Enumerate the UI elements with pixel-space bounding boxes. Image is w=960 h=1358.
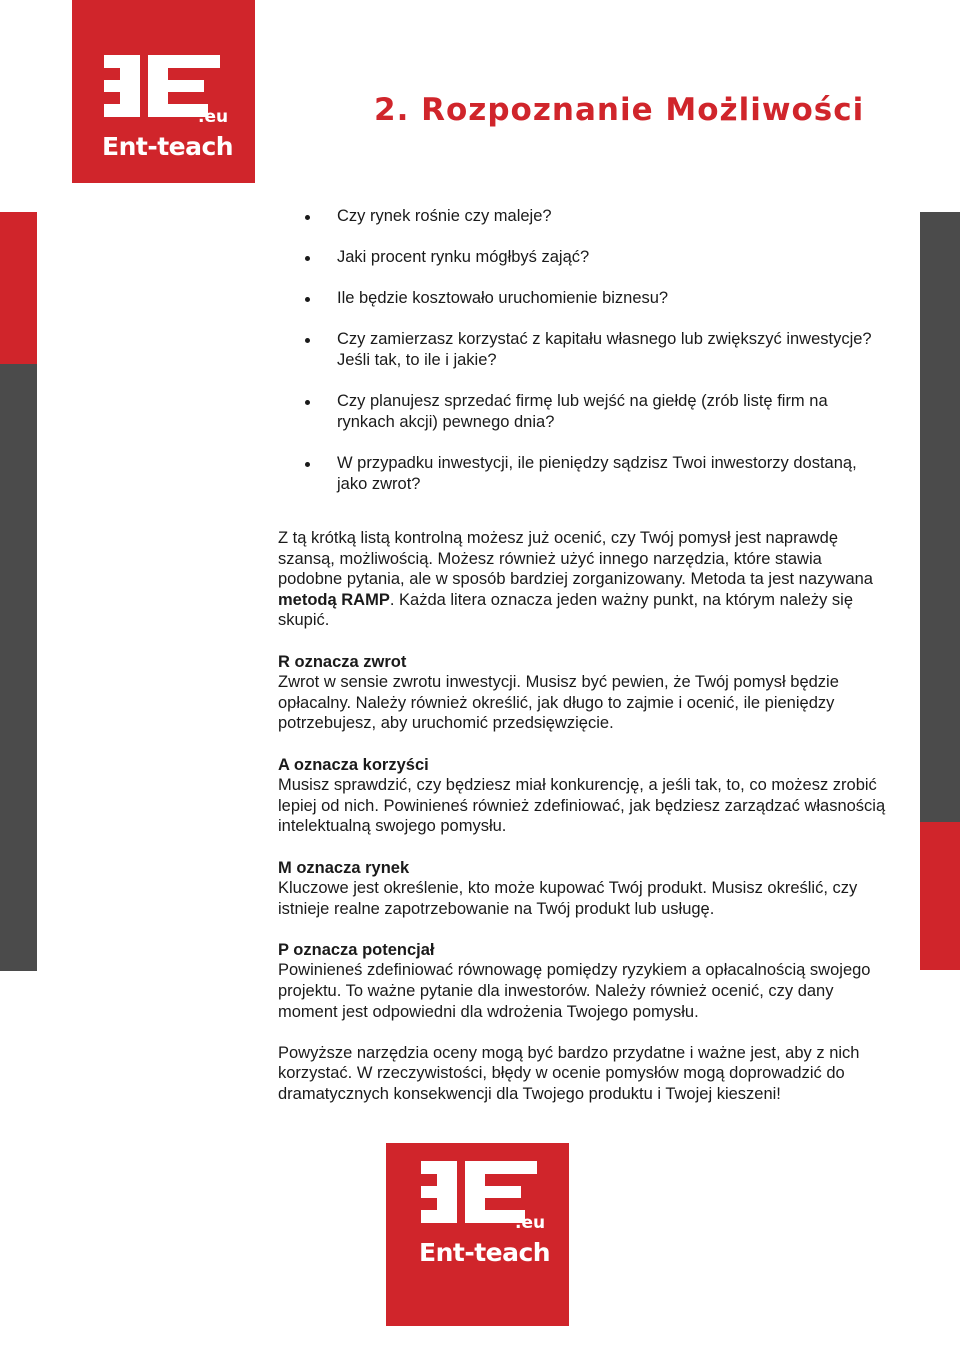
bullet-icon [305,215,310,220]
section-p [278,940,888,1022]
section-heading: P oznacza potencjał [278,940,435,959]
section-heading: R oznacza zwrot [278,652,407,671]
brand-logo [72,0,255,183]
section-m [278,858,888,920]
bullet-icon [305,256,310,261]
page-title: 2. Rozpoznanie Możliwości [374,92,865,128]
section-r [278,652,888,734]
bullet-icon [305,462,310,467]
left-accent-bar-red [0,212,37,364]
right-accent-bar-red [920,822,960,970]
bullet-icon [305,400,310,405]
list-item: Czy planujesz sprzedać firmę lub wejść na giełdę (zrób listę firm na rynkach akcji) pewnego dnia? [300,391,880,433]
logo-name: Ent-teach [419,1238,551,1267]
logo-3e-mark-icon [386,1143,569,1326]
section-a [278,755,888,837]
logo-suffix: .eu [198,107,229,127]
list-item: Czy zamierzasz korzystać z kapitału własnego lub zwiększyć inwestycje? Jeśli tak, to ile i jakie? [300,329,880,371]
ramp-method-term: metodą RAMP [278,590,390,609]
section-text: Zwrot w sensie zwrotu inwestycji. Musisz być pewien, że Twój pomysł będzie opłacalny. Należy również określić, jak długo to zajmie i ocenić, ile pieniędzy potrzebujesz, aby uruchomić przedsięwzięcie. [278,673,839,733]
logo-name: Ent-teach [102,132,234,161]
intro-paragraph: Z tą krótką listą kontrolną możesz już ocenić, czy Twój pomysł jest naprawdę szansą, możliwością. Możesz również użyć innego narzędzia, które stawia podobne pytania, ale w sposób bardziej zorganizowany. Metoda ta jest nazywana metodą RAMP. Każda litera oznacza jeden ważny punkt, na którym należy się skupić. [278,529,873,630]
list-item: Czy rynek rośnie czy maleje? [300,206,880,227]
bullet-icon [305,297,310,302]
body-text [278,528,888,1125]
left-accent-bar-grey [0,364,37,971]
closing-paragraph: Powyższe narzędzia oceny mogą być bardzo przydatne i ważne jest, aby z nich korzystać. W rzeczywistości, błędy w ocenie pomysłów mogą doprowadzić do dramatycznych konsekwencji dla Twojego produktu i Twojej kieszeni! [278,1043,860,1104]
right-accent-bar-grey [920,212,960,822]
section-text: Musisz sprawdzić, czy będziesz miał konkurencję, a jeśli tak, to, co możesz zrobić lepiej od nich. Powinieneś również zdefiniować, jak będziesz zarządzać własnością intelektualną swojego pomysłu. [278,776,886,836]
brand-logo-bottom [386,1143,569,1326]
question-list [300,206,880,515]
list-item: W przypadku inwestycji, ile pieniędzy sądzisz Twoi inwestorzy dostaną, jako zwrot? [300,453,880,495]
bullet-icon [305,338,310,343]
section-heading: A oznacza korzyści [278,755,429,774]
section-text: Powinieneś zdefiniować równowagę pomiędzy ryzykiem a opłacalnością swojego projektu. To ważne pytanie dla inwestorów. Należy również ocenić, czy dany moment jest odpowiedni dla wdrożenia Twojego pomysłu. [278,961,871,1021]
list-item: Ile będzie kosztowało uruchomienie biznesu? [300,288,880,309]
list-item: Jaki procent rynku mógłbyś zająć? [300,247,880,268]
section-heading: M oznacza rynek [278,858,410,877]
logo-suffix: .eu [515,1213,546,1233]
section-text: Kluczowe jest określenie, kto może kupować Twój produkt. Musisz określić, czy istnieje realne zapotrzebowanie na Twój produkt lub usługę. [278,879,858,918]
